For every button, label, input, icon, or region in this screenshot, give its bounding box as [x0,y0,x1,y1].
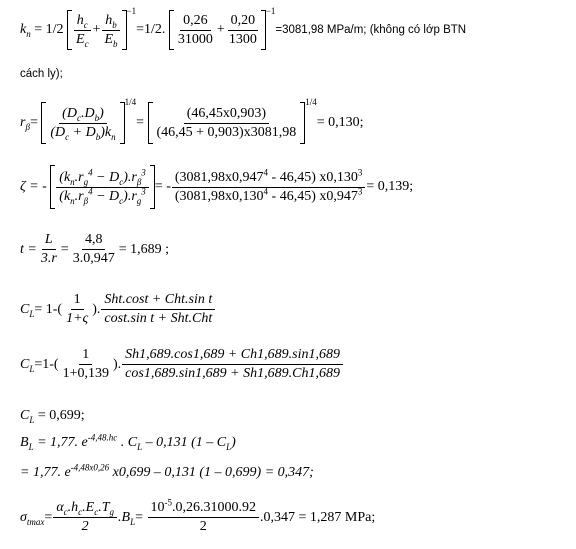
bl-equation: $B_L = 1,77$. $e^{-4,48.hc}$ . $C_L - 0,131$ $(1 - C_L)$ [20,432,236,452]
t-equation: t = $\frac{L}{3.r}$ = $\frac{4,8}{3.0,947}$ = 1,689 ; [20,232,169,266]
zeta-equation: ζ = - $\frac{(k_n.r_g^4 - D_c).r_\beta^3}{(k_n.r_\beta^4 - D_c).r_g^3}$ = - $\frac{(3081,98x0,947^4 - 46,45) x0,130^3}{(3081,98x0,130^4 - 46,45) x0,947^3}$ = 0,139; [20,165,413,209]
kn-result: =3081,98 MPa/m; (không có lớp BTN [275,24,467,36]
kn-equation: $k_n = 1/2$ $\frac{h_c}{E_c}$ + $\frac{h_b}{E_b}$ $^{-1}$=1/2. $\frac{0,26}{31000}$ + $\frac{0,20}{1300}$ $^{-1}$=3081,98 MPa/m; (không có lớp BTN [20,5,467,49]
cl-result: $C_L = 0,699$; [20,408,85,425]
sigma-equation: $\sigma_{tmax}=$ $\frac{\alpha_c.h_c.E_c.T_g}{2}$ $.B_L=$ $\frac{10^{-5}.0,26.31000.92}{2}$ .0,347 = 1,287 MPa; [20,497,376,534]
kn-continuation: cách ly); [20,68,63,80]
cl-equation-1: $C_L= 1-$( $\frac{1}{1+\varsigma}$ ). $\frac{\text{Sht.cost + Cht.sin t}}{\text{cost.sin t + Sht.Cht}}$ [20,292,216,327]
rbeta-equation: $r_\beta=$ $\frac{(D_c.D_b)}{(D_c + D_b)k_n}$ $^{1/4}$= $\frac{(46,45x0,903)}{(46,45 + 0,903)x3081,98}$ $^{1/4}$= 0,130; [20,102,364,144]
kn-lhs: $k_n$ [20,22,31,40]
bl-equation-2: = 1,77. $e^{-4,48x0,26}$ x0,699 – 0,131 (1 – 0,699) = 0,347; [20,462,314,480]
cl-equation-2: $C_L=1-$( $\frac{1}{1+0,139}$ ). $\frac{Sh1,689.\cos 1,689 + Ch1,689.\sin 1,689}{\cos 1,689.\sin 1,689 + Sh1,689.Ch1,689}$ [20,347,344,382]
